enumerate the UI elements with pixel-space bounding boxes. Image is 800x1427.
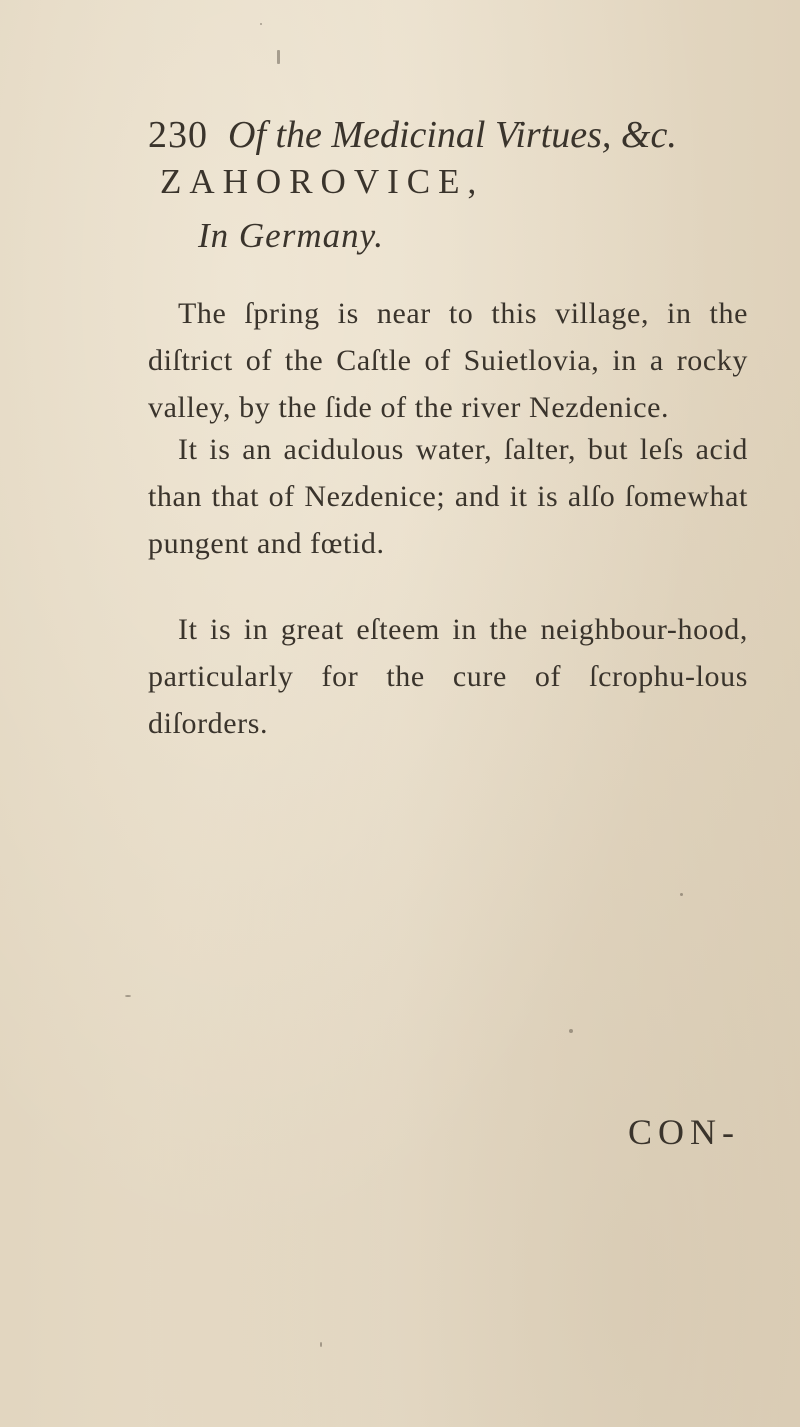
running-head-title: Of the Medicinal Virtues, &c.	[228, 114, 677, 156]
paper-speck	[260, 23, 262, 25]
page-number: 230	[148, 114, 208, 156]
paper-speck	[569, 1029, 573, 1033]
paper-speck	[680, 893, 683, 896]
paragraph-uses: It is in great eſteem in the neighbour-hood, particularly for the cure of ſcrophu-lous diſorders.	[148, 613, 748, 740]
catchword: CON-	[628, 1112, 740, 1152]
paragraph-location: The ſpring is near to this village, in the diſtrict of the Caſtle of Suietlovia, in a rocky valley, by the ſide of the river Nezdenice.	[148, 297, 748, 424]
paper-speck	[277, 50, 280, 64]
running-head	[148, 110, 768, 160]
section-subtitle: In Germany.	[198, 216, 384, 255]
paper-speck	[125, 995, 131, 997]
paper-speck	[320, 1342, 322, 1347]
paragraph-character: It is an acidulous water, ſalter, but leſs acid than that of Nezdenice; and it is alſo ſomewhat pungent and fœtid.	[148, 433, 748, 560]
section-title: ZAHOROVICE,	[160, 162, 485, 201]
